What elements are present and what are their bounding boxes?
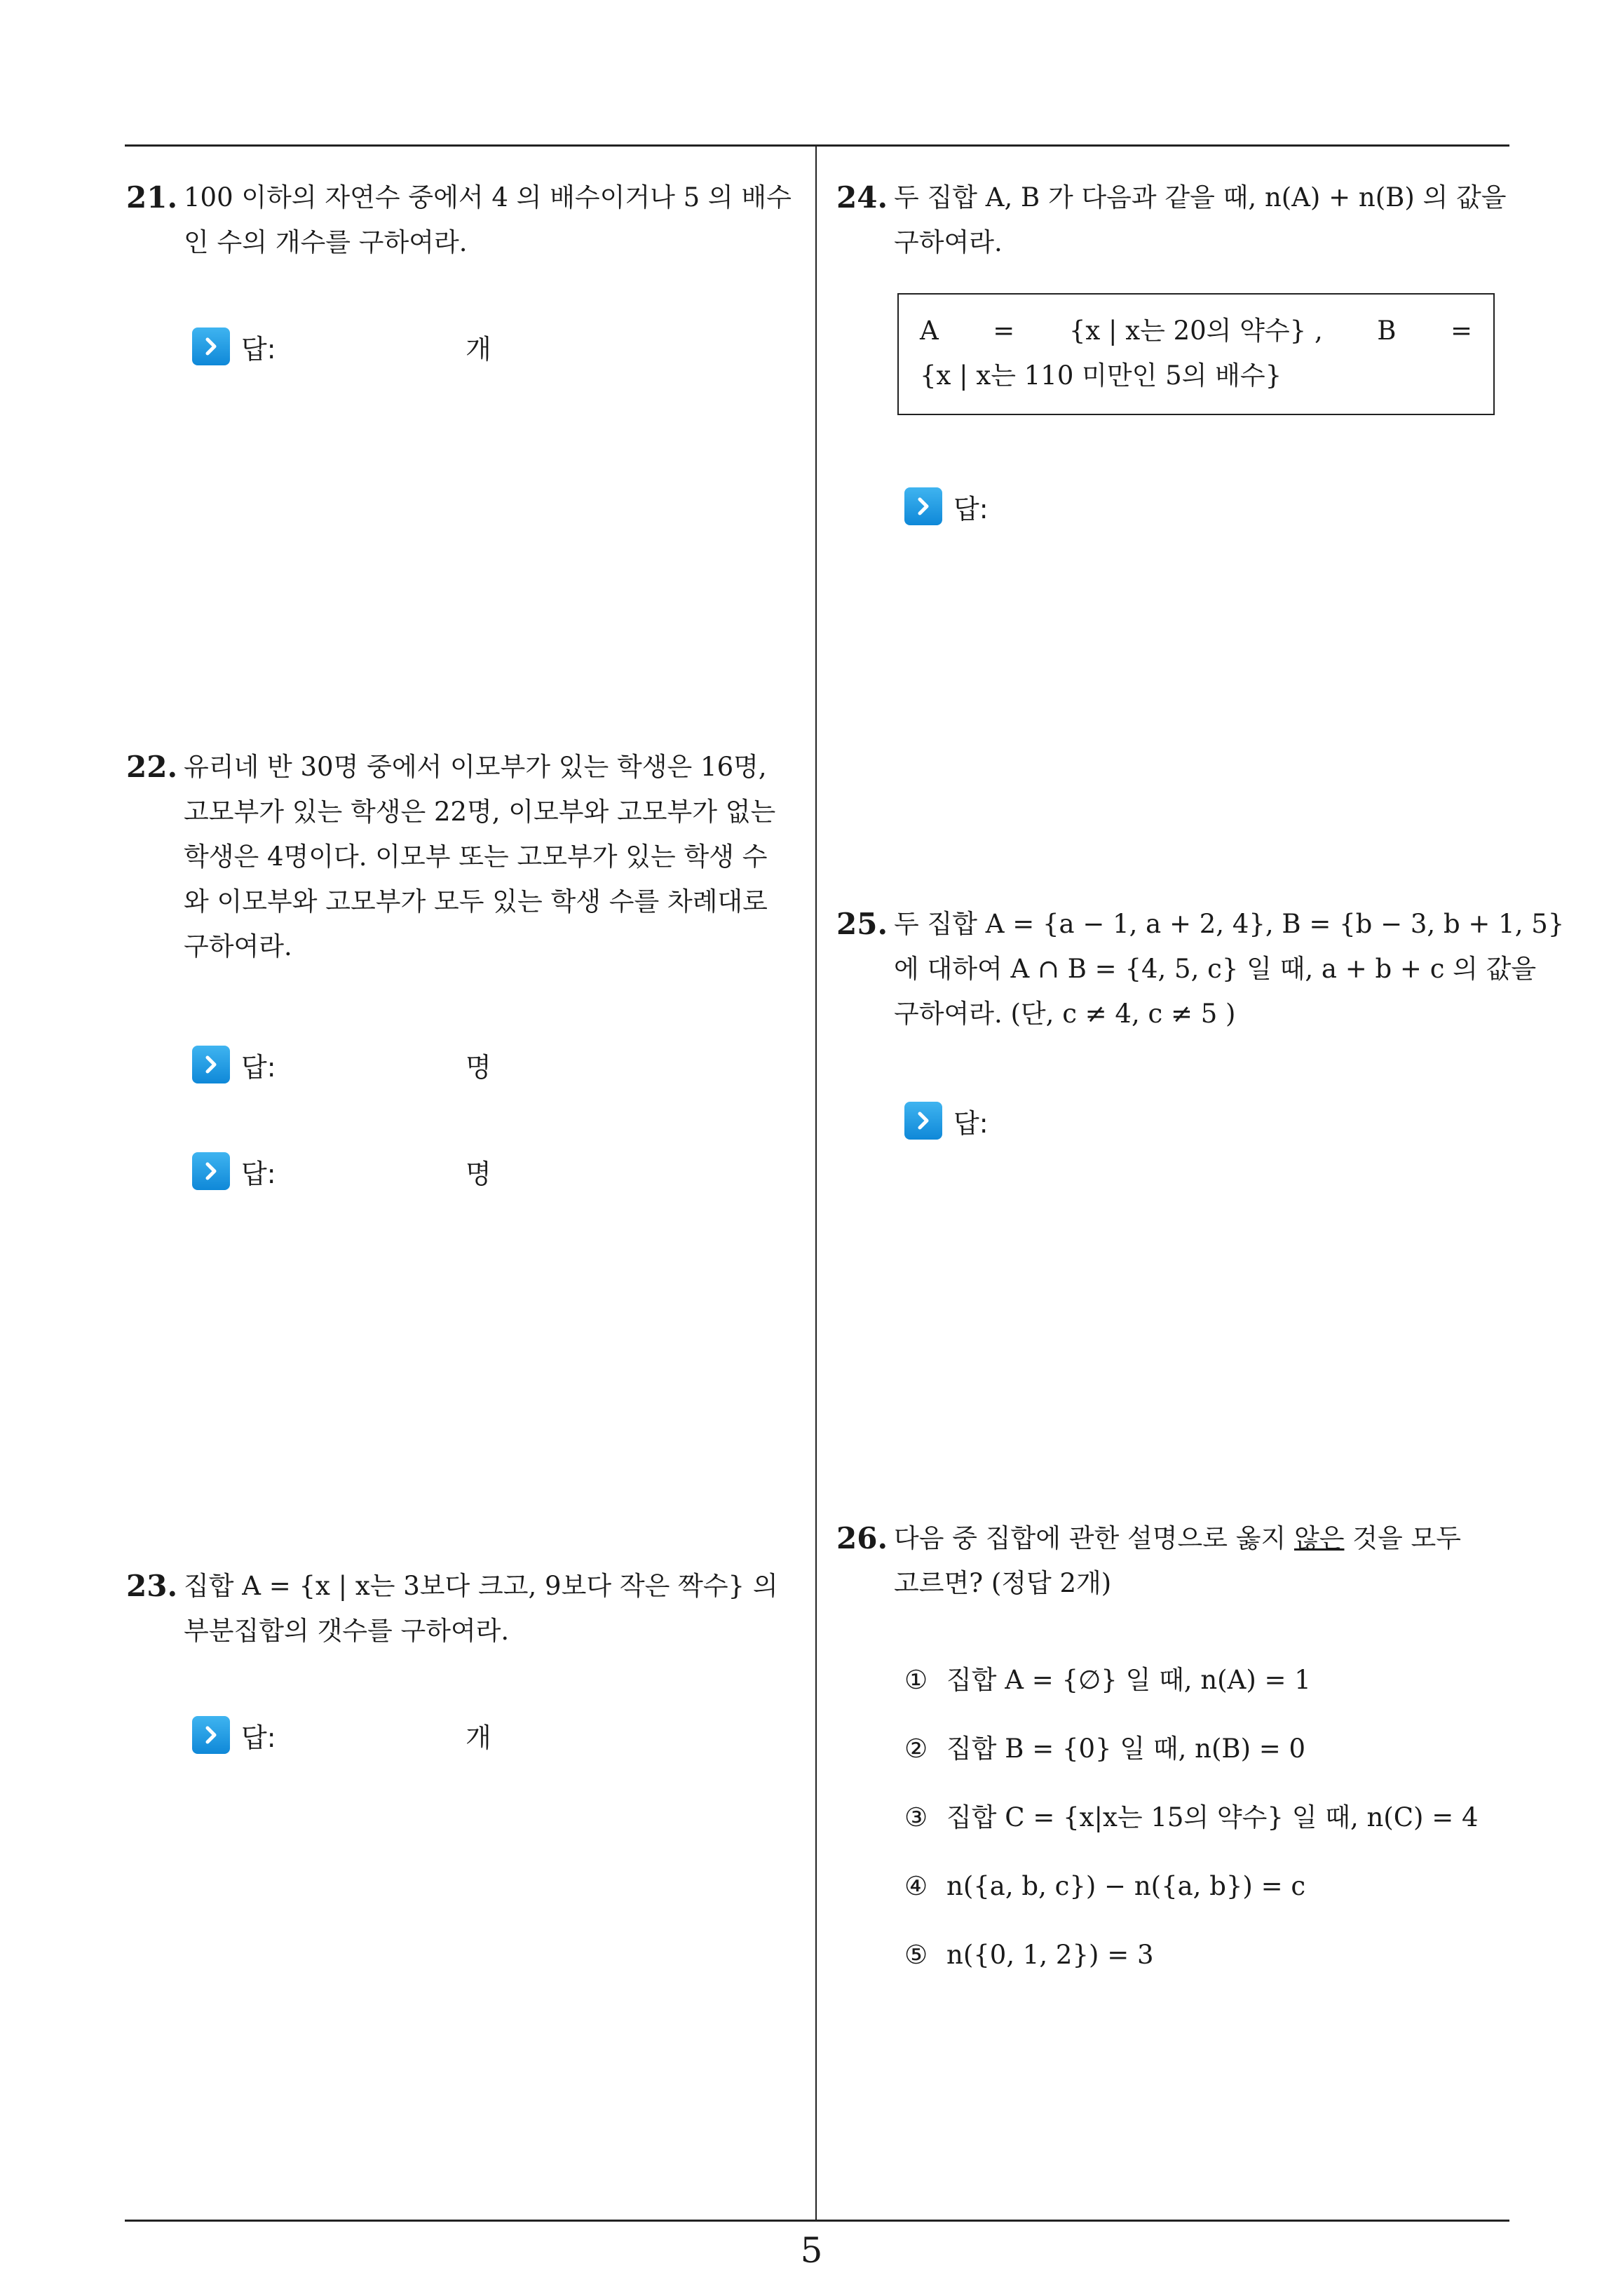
- question-number: 21.: [126, 180, 178, 215]
- choice-2[interactable]: [904, 1728, 1305, 1770]
- chevron-right-icon: [192, 1046, 230, 1083]
- answer-unit: 명: [466, 1158, 491, 1189]
- equals-sign: =: [1450, 316, 1472, 346]
- question-text-line: 집합 A = {x | x는 3보다 크고, 9보다 작은 짝수} 의: [184, 1571, 778, 1601]
- question-number: 23.: [126, 1569, 178, 1603]
- chevron-right-icon: [904, 487, 942, 525]
- question-23: [126, 1564, 806, 1654]
- answer-field-24[interactable]: [904, 485, 1115, 527]
- answer-label: 답:: [241, 333, 276, 365]
- question-text-line: 두 집합 A = {a − 1, a + 2, 4}, B = {b − 3, b + 1, 5}: [894, 909, 1565, 939]
- answer-unit: 개: [466, 333, 491, 365]
- choice-text: 집합 A = {∅} 일 때, n(A) = 1: [946, 1665, 1311, 1695]
- chevron-right-icon: [192, 1152, 230, 1190]
- equals-sign: =: [993, 316, 1015, 346]
- question-text-line: [894, 1516, 1516, 1561]
- chevron-right-icon: [192, 327, 230, 365]
- choice-1[interactable]: [904, 1659, 1311, 1701]
- question-text-line: 인 수의 개수를 구하여라.: [184, 227, 468, 257]
- chevron-right-icon: [192, 1716, 230, 1754]
- answer-label: 답:: [953, 1107, 989, 1139]
- choice-text: 집합 C = {x|x는 15의 약수} 일 때, n(C) = 4: [946, 1802, 1479, 1832]
- answer-field-23[interactable]: [192, 1714, 515, 1756]
- bottom-rule: [125, 2220, 1509, 2222]
- answer-label: 답:: [953, 493, 989, 525]
- question-number: 22.: [126, 750, 178, 784]
- chevron-right-icon: [904, 1102, 942, 1140]
- set-a-name: A: [920, 316, 939, 346]
- set-b-definition: {x | x는 110 미만인 5의 배수}: [920, 360, 1282, 391]
- set-definition-box: [897, 293, 1495, 415]
- choice-4[interactable]: [904, 1865, 1305, 1907]
- answer-field-22a[interactable]: [192, 1044, 515, 1086]
- choice-marker: ⑤: [904, 1940, 928, 1970]
- page-number: 5: [800, 2230, 823, 2271]
- question-text-line: 구하여라.: [894, 227, 1003, 257]
- question-text-line: 유리네 반 30명 중에서 이모부가 있는 학생은 16명,: [184, 752, 767, 782]
- emphasis-underline: 않은: [1293, 1523, 1345, 1553]
- answer-field-25[interactable]: [904, 1100, 1115, 1142]
- question-text-line: 학생은 4명이다. 이모부 또는 고모부가 있는 학생 수: [184, 842, 768, 872]
- column-divider: [815, 146, 817, 2220]
- answer-unit: 개: [466, 1722, 491, 1753]
- answer-field-21[interactable]: [192, 325, 515, 367]
- question-text-part: 것을 모두: [1352, 1523, 1461, 1553]
- answer-label: 답:: [241, 1722, 276, 1753]
- question-number: 25.: [836, 907, 888, 941]
- question-text-part: 다음 중 집합에 관한 설명으로 옳지: [894, 1523, 1286, 1553]
- question-text-line: 고르면? (정답 2개): [894, 1568, 1112, 1598]
- top-rule: [125, 144, 1509, 147]
- question-text-line: 구하여라.: [184, 931, 292, 961]
- question-text-line: 두 집합 A, B 가 다음과 같을 때, n(A) + n(B) 의 값을: [894, 182, 1507, 212]
- set-a-definition: {x | x는 20의 약수} ,: [1068, 316, 1323, 346]
- set-definition-line: [920, 309, 1472, 353]
- answer-unit: 명: [466, 1051, 491, 1083]
- question-26: [836, 1516, 1516, 1606]
- question-text-line: 구하여라. (단, c ≠ 4, c ≠ 5 ): [894, 999, 1236, 1029]
- question-24: [836, 175, 1516, 265]
- choice-text: 집합 B = {0} 일 때, n(B) = 0: [946, 1734, 1306, 1764]
- choice-5[interactable]: [904, 1934, 1154, 1976]
- choice-marker: ④: [904, 1871, 928, 1901]
- question-number: 26.: [836, 1521, 888, 1555]
- question-text-line: 와 이모부와 고모부가 모두 있는 학생 수를 차례대로: [184, 886, 768, 917]
- question-text-line: 100 이하의 자연수 중에서 4 의 배수이거나 5 의 배수: [184, 182, 792, 212]
- answer-field-22b[interactable]: [192, 1150, 515, 1192]
- answer-label: 답:: [241, 1158, 276, 1189]
- choice-marker: ③: [904, 1802, 928, 1832]
- set-b-name: B: [1377, 316, 1397, 346]
- question-22: [126, 745, 806, 969]
- question-21: [126, 175, 806, 265]
- question-text-line: 에 대하여 A ∩ B = {4, 5, c} 일 때, a + b + c 의 값을: [894, 954, 1537, 984]
- choice-text: n({a, b, c}) − n({a, b}) = c: [946, 1871, 1306, 1901]
- choice-marker: ①: [904, 1665, 928, 1695]
- question-number: 24.: [836, 180, 888, 215]
- question-25: [836, 902, 1565, 1036]
- choice-marker: ②: [904, 1734, 928, 1764]
- question-text-line: 부분집합의 갯수를 구하여라.: [184, 1616, 510, 1646]
- question-text-line: 고모부가 있는 학생은 22명, 이모부와 고모부가 없는: [184, 797, 776, 827]
- choice-3[interactable]: [904, 1797, 1479, 1839]
- answer-label: 답:: [241, 1051, 276, 1083]
- choice-text: n({0, 1, 2}) = 3: [946, 1940, 1154, 1970]
